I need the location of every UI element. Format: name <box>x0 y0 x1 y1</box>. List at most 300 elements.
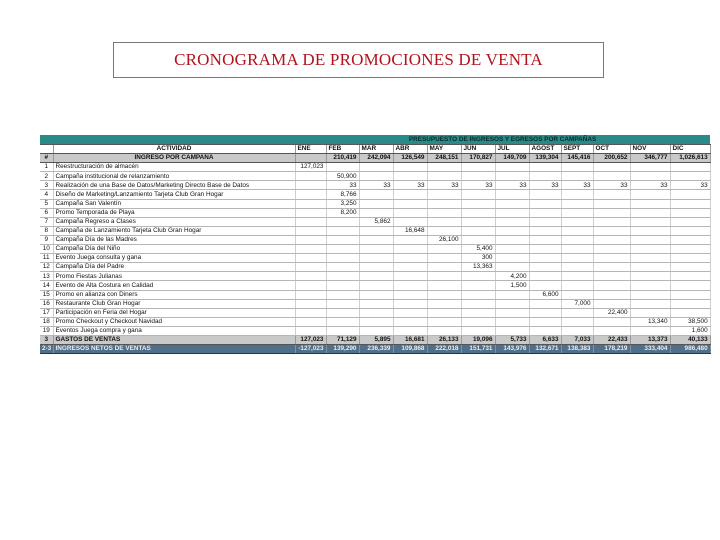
value-cell <box>393 190 427 199</box>
value-cell <box>461 290 495 299</box>
value-cell <box>561 190 593 199</box>
table-row <box>40 263 710 272</box>
value-cell <box>326 254 359 263</box>
header-index <box>40 145 53 154</box>
value-cell: 6,600 <box>529 290 561 299</box>
row-label: Evento de Alta Costura en Calidad <box>53 281 295 290</box>
row-index: 3 <box>40 181 53 190</box>
value-cell <box>326 263 359 272</box>
value-cell <box>326 299 359 308</box>
value-cell <box>529 190 561 199</box>
value-cell <box>359 299 393 308</box>
value-cell <box>529 263 561 272</box>
value-cell <box>393 199 427 208</box>
value-cell <box>495 263 529 272</box>
value-cell <box>630 290 670 299</box>
value-cell <box>630 299 670 308</box>
value-cell <box>393 299 427 308</box>
value-cell <box>529 226 561 235</box>
value-cell <box>359 190 393 199</box>
value-cell <box>295 208 326 217</box>
value-cell <box>670 272 710 281</box>
page-title: CRONOGRAMA DE PROMOCIONES DE VENTA <box>174 50 543 69</box>
value-cell <box>495 299 529 308</box>
value-cell: 126,549 <box>393 154 427 163</box>
row-label: Promo Fiestas Julianas <box>53 272 295 281</box>
month-header: SEPT <box>561 145 593 154</box>
value-cell <box>670 217 710 226</box>
value-cell: 13,363 <box>461 263 495 272</box>
table-row <box>40 217 710 226</box>
value-cell <box>561 217 593 226</box>
value-cell: 138,383 <box>561 345 593 354</box>
value-cell <box>461 308 495 317</box>
value-cell <box>670 235 710 244</box>
value-cell <box>630 190 670 199</box>
value-cell <box>561 281 593 290</box>
value-cell <box>593 245 630 254</box>
value-cell <box>427 172 461 181</box>
value-cell: 22,400 <box>593 308 630 317</box>
value-cell <box>495 163 529 172</box>
table-row <box>40 299 710 308</box>
value-cell <box>670 308 710 317</box>
month-header: ABR <box>393 145 427 154</box>
value-cell: 170,827 <box>461 154 495 163</box>
budget-table <box>40 135 711 354</box>
row-index: 13 <box>40 272 53 281</box>
value-cell <box>326 272 359 281</box>
row-index: 18 <box>40 317 53 326</box>
month-header: JUL <box>495 145 529 154</box>
value-cell <box>393 326 427 335</box>
budget-table-body <box>40 135 710 354</box>
value-cell <box>427 163 461 172</box>
table-row <box>40 272 710 281</box>
value-cell <box>630 245 670 254</box>
table-banner: PRESUPUESTO DE INGRESOS Y EGRESOS POR CAMPAÑAS <box>295 135 710 145</box>
value-cell <box>461 317 495 326</box>
row-label: Diseño de Marketing/Lanzamiento Tarjeta Club Gran Hogar <box>53 190 295 199</box>
value-cell <box>326 226 359 235</box>
value-cell <box>427 245 461 254</box>
value-cell: 143,976 <box>495 345 529 354</box>
value-cell <box>295 317 326 326</box>
value-cell <box>495 254 529 263</box>
value-cell <box>393 290 427 299</box>
value-cell: 346,777 <box>630 154 670 163</box>
value-cell <box>461 217 495 226</box>
row-label: Evento Juega consulta y gana <box>53 254 295 263</box>
value-cell <box>326 326 359 335</box>
value-cell <box>495 208 529 217</box>
banner-spacer <box>53 135 295 145</box>
value-cell: 986,480 <box>670 345 710 354</box>
row-label: INGRESO POR CAMPAÑA <box>53 154 295 163</box>
value-cell <box>670 299 710 308</box>
value-cell <box>326 217 359 226</box>
row-index: 10 <box>40 245 53 254</box>
value-cell <box>393 317 427 326</box>
value-cell <box>326 308 359 317</box>
value-cell: 33 <box>670 181 710 190</box>
table-row <box>40 208 710 217</box>
value-cell <box>529 208 561 217</box>
row-index: 4 <box>40 190 53 199</box>
title-box <box>113 42 604 78</box>
value-cell: 109,868 <box>393 345 427 354</box>
value-cell <box>359 163 393 172</box>
value-cell <box>295 181 326 190</box>
value-cell <box>529 254 561 263</box>
row-label: Restaurante Club Gran Hogar <box>53 299 295 308</box>
value-cell <box>630 199 670 208</box>
value-cell <box>461 326 495 335</box>
value-cell <box>529 299 561 308</box>
value-cell <box>461 299 495 308</box>
value-cell <box>461 226 495 235</box>
value-cell: 333,404 <box>630 345 670 354</box>
value-cell <box>393 163 427 172</box>
row-label: Campaña institucional de relanzamiento <box>53 172 295 181</box>
row-index: 14 <box>40 281 53 290</box>
value-cell: 8,200 <box>326 208 359 217</box>
row-label: Campaña Día de las Madres <box>53 235 295 244</box>
row-label: Reestructuración de almacén <box>53 163 295 172</box>
value-cell <box>461 163 495 172</box>
value-cell <box>393 263 427 272</box>
value-cell <box>295 254 326 263</box>
value-cell <box>427 317 461 326</box>
row-index: 15 <box>40 290 53 299</box>
value-cell <box>630 254 670 263</box>
value-cell <box>461 281 495 290</box>
value-cell: 6,633 <box>529 335 561 344</box>
table-row <box>40 235 710 244</box>
value-cell <box>427 308 461 317</box>
value-cell <box>359 226 393 235</box>
value-cell: 13,373 <box>630 335 670 344</box>
value-cell <box>427 299 461 308</box>
row-index: 17 <box>40 308 53 317</box>
value-cell: 5,733 <box>495 335 529 344</box>
table-row <box>40 226 710 235</box>
value-cell <box>295 199 326 208</box>
value-cell <box>561 254 593 263</box>
value-cell <box>495 235 529 244</box>
table-row <box>40 281 710 290</box>
row-label: Campaña Día del Niño <box>53 245 295 254</box>
value-cell <box>359 235 393 244</box>
value-cell: 5,400 <box>461 245 495 254</box>
value-cell <box>593 217 630 226</box>
value-cell <box>561 226 593 235</box>
value-cell <box>295 263 326 272</box>
month-header: OCT <box>593 145 630 154</box>
table-row <box>40 181 710 190</box>
value-cell <box>427 254 461 263</box>
value-cell: 26,133 <box>427 335 461 344</box>
value-cell <box>393 245 427 254</box>
value-cell <box>427 190 461 199</box>
value-cell <box>495 290 529 299</box>
value-cell <box>593 163 630 172</box>
value-cell <box>561 308 593 317</box>
value-cell <box>593 226 630 235</box>
value-cell <box>593 254 630 263</box>
value-cell <box>529 199 561 208</box>
value-cell: 222,018 <box>427 345 461 354</box>
value-cell <box>359 272 393 281</box>
value-cell <box>670 281 710 290</box>
value-cell <box>393 254 427 263</box>
value-cell: 19,096 <box>461 335 495 344</box>
value-cell <box>461 235 495 244</box>
row-label: GASTOS DE VENTAS <box>53 335 295 344</box>
value-cell: 16,648 <box>393 226 427 235</box>
value-cell <box>359 208 393 217</box>
value-cell: 236,339 <box>359 345 393 354</box>
value-cell <box>495 308 529 317</box>
value-cell: 1,500 <box>495 281 529 290</box>
value-cell: 33 <box>427 181 461 190</box>
value-cell <box>495 326 529 335</box>
value-cell <box>630 272 670 281</box>
value-cell: 200,652 <box>593 154 630 163</box>
value-cell <box>359 263 393 272</box>
table-row <box>40 254 710 263</box>
value-cell <box>630 172 670 181</box>
row-index: 11 <box>40 254 53 263</box>
row-label: INGRESOS NETOS DE VENTAS <box>53 345 295 354</box>
row-index: 7 <box>40 217 53 226</box>
table-row <box>40 163 710 172</box>
value-cell: 33 <box>359 181 393 190</box>
month-header: NOV <box>630 145 670 154</box>
value-cell: 151,731 <box>461 345 495 354</box>
value-cell: 7,033 <box>561 335 593 344</box>
value-cell <box>593 190 630 199</box>
value-cell <box>359 199 393 208</box>
value-cell: 7,000 <box>561 299 593 308</box>
value-cell <box>326 317 359 326</box>
value-cell <box>295 308 326 317</box>
value-cell: 22,433 <box>593 335 630 344</box>
value-cell <box>593 235 630 244</box>
month-header: ENE <box>295 145 326 154</box>
value-cell: 178,219 <box>593 345 630 354</box>
value-cell <box>295 290 326 299</box>
value-cell <box>495 199 529 208</box>
value-cell <box>326 290 359 299</box>
gastos-row <box>40 335 710 344</box>
value-cell <box>561 317 593 326</box>
value-cell: 33 <box>461 181 495 190</box>
value-cell <box>561 290 593 299</box>
month-header: MAY <box>427 145 461 154</box>
value-cell <box>427 272 461 281</box>
row-index: 9 <box>40 235 53 244</box>
value-cell <box>670 226 710 235</box>
value-cell: 248,151 <box>427 154 461 163</box>
value-cell <box>670 199 710 208</box>
value-cell: 33 <box>495 181 529 190</box>
value-cell: 33 <box>630 181 670 190</box>
value-cell <box>670 208 710 217</box>
value-cell <box>359 245 393 254</box>
value-cell <box>630 226 670 235</box>
value-cell <box>561 326 593 335</box>
value-cell <box>670 163 710 172</box>
value-cell: 26,100 <box>427 235 461 244</box>
value-cell <box>670 254 710 263</box>
row-index: 16 <box>40 299 53 308</box>
value-cell <box>670 245 710 254</box>
value-cell <box>326 163 359 172</box>
value-cell <box>393 217 427 226</box>
value-cell <box>529 317 561 326</box>
table-row <box>40 245 710 254</box>
value-cell <box>561 245 593 254</box>
value-cell <box>630 281 670 290</box>
value-cell: 40,133 <box>670 335 710 344</box>
value-cell <box>295 326 326 335</box>
value-cell <box>295 190 326 199</box>
value-cell <box>295 299 326 308</box>
value-cell <box>295 154 326 163</box>
value-cell: 8,766 <box>326 190 359 199</box>
value-cell <box>359 281 393 290</box>
value-cell: 5,895 <box>359 335 393 344</box>
value-cell: 127,023 <box>295 335 326 344</box>
value-cell <box>326 235 359 244</box>
value-cell <box>529 281 561 290</box>
value-cell <box>326 281 359 290</box>
value-cell <box>461 172 495 181</box>
value-cell <box>495 245 529 254</box>
value-cell <box>593 272 630 281</box>
value-cell: 149,709 <box>495 154 529 163</box>
table-row <box>40 326 710 335</box>
value-cell <box>495 217 529 226</box>
value-cell: 139,290 <box>326 345 359 354</box>
value-cell <box>561 208 593 217</box>
value-cell: 4,200 <box>495 272 529 281</box>
value-cell <box>670 263 710 272</box>
row-index: 6 <box>40 208 53 217</box>
value-cell <box>495 172 529 181</box>
value-cell: 132,671 <box>529 345 561 354</box>
value-cell <box>593 326 630 335</box>
value-cell: 71,129 <box>326 335 359 344</box>
value-cell <box>670 290 710 299</box>
value-cell <box>393 272 427 281</box>
value-cell <box>630 208 670 217</box>
row-index: # <box>40 154 53 163</box>
value-cell: 145,416 <box>561 154 593 163</box>
value-cell <box>461 199 495 208</box>
value-cell <box>670 190 710 199</box>
value-cell: 210,419 <box>326 154 359 163</box>
row-label: Campaña Día del Padre <box>53 263 295 272</box>
value-cell <box>295 235 326 244</box>
value-cell: 242,094 <box>359 154 393 163</box>
value-cell: 139,304 <box>529 154 561 163</box>
value-cell <box>529 172 561 181</box>
value-cell <box>630 163 670 172</box>
row-index: 19 <box>40 326 53 335</box>
value-cell <box>630 235 670 244</box>
value-cell <box>461 208 495 217</box>
value-cell <box>427 208 461 217</box>
value-cell <box>427 226 461 235</box>
value-cell <box>529 308 561 317</box>
value-cell <box>359 326 393 335</box>
row-label: Campaña San Valentín <box>53 199 295 208</box>
value-cell <box>393 281 427 290</box>
value-cell <box>427 326 461 335</box>
table-row <box>40 317 710 326</box>
month-header: DIC <box>670 145 710 154</box>
value-cell <box>529 272 561 281</box>
value-cell <box>461 190 495 199</box>
value-cell: 3,250 <box>326 199 359 208</box>
value-cell: 33 <box>561 181 593 190</box>
value-cell: 13,340 <box>630 317 670 326</box>
month-header: FEB <box>326 145 359 154</box>
row-index: 2 <box>40 172 53 181</box>
value-cell <box>561 235 593 244</box>
value-cell <box>495 226 529 235</box>
value-cell <box>529 235 561 244</box>
value-cell: 127,023 <box>295 163 326 172</box>
row-index: 1 <box>40 163 53 172</box>
month-header: MAR <box>359 145 393 154</box>
value-cell <box>593 172 630 181</box>
row-label: Participación en Feria del Hogar <box>53 308 295 317</box>
value-cell: 33 <box>529 181 561 190</box>
value-cell <box>593 290 630 299</box>
value-cell <box>427 217 461 226</box>
value-cell <box>359 317 393 326</box>
value-cell <box>630 217 670 226</box>
value-cell <box>593 263 630 272</box>
value-cell: 5,862 <box>359 217 393 226</box>
value-cell <box>461 272 495 281</box>
value-cell <box>593 281 630 290</box>
value-cell <box>529 245 561 254</box>
value-cell <box>561 263 593 272</box>
row-index: 8 <box>40 226 53 235</box>
value-cell <box>593 199 630 208</box>
value-cell: 50,900 <box>326 172 359 181</box>
row-label: Promo Temporada de Playa <box>53 208 295 217</box>
banner-row <box>40 135 710 145</box>
value-cell <box>529 163 561 172</box>
value-cell: 1,600 <box>670 326 710 335</box>
value-cell: 300 <box>461 254 495 263</box>
budget-sheet <box>40 135 708 354</box>
value-cell <box>326 245 359 254</box>
table-row <box>40 308 710 317</box>
row-index: 3 <box>40 335 53 344</box>
value-cell <box>393 172 427 181</box>
value-cell: 1,026,613 <box>670 154 710 163</box>
value-cell <box>495 317 529 326</box>
table-row <box>40 190 710 199</box>
value-cell: 33 <box>393 181 427 190</box>
row-label: Realización de una Base de Datos/Marketing Directo Base de Datos <box>53 181 295 190</box>
